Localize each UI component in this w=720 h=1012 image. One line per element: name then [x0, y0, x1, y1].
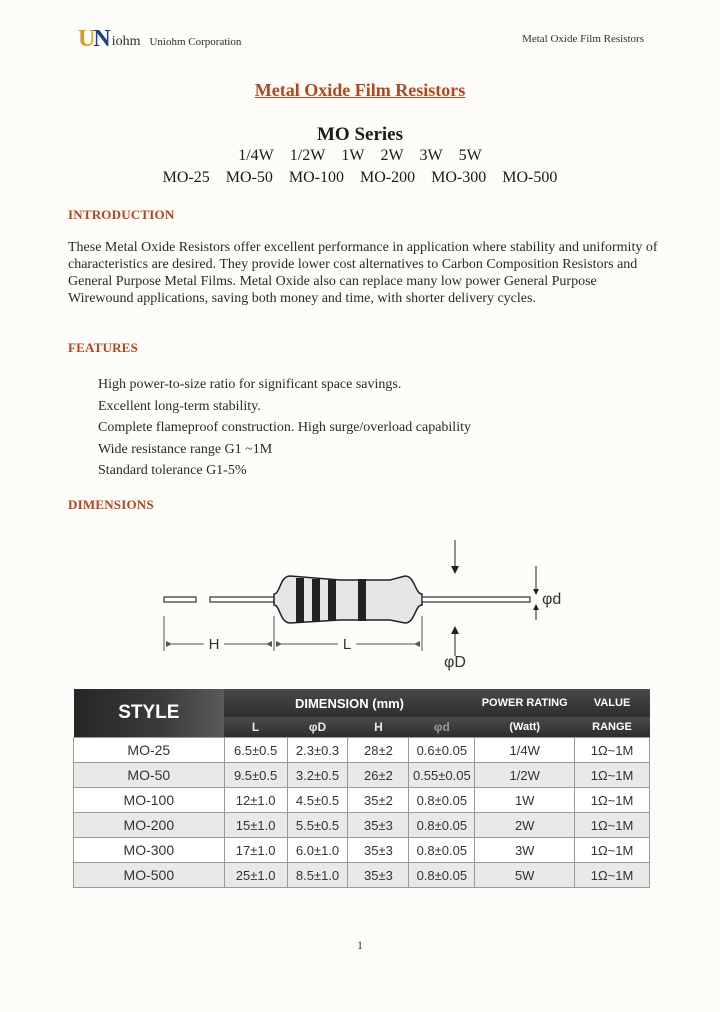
header-value-range: RANGE — [575, 717, 650, 738]
model-list — [0, 169, 720, 187]
cell-power: 1W — [475, 788, 575, 813]
company-logo — [78, 26, 241, 50]
model-item: MO-500 — [502, 169, 558, 186]
cell-d: 8.5±1.0 — [287, 863, 348, 888]
logo-text: iohm — [111, 34, 141, 49]
cell-range: 1Ω~1M — [575, 738, 650, 763]
wattage-item: 3W — [419, 147, 443, 164]
label-l: L — [342, 636, 352, 653]
cell-l: 17±1.0 — [224, 838, 287, 863]
introduction-heading: INTRODUCTION — [68, 207, 175, 222]
table-row — [74, 863, 650, 888]
cell-power: 3W — [475, 838, 575, 863]
feature-item: Standard tolerance G1-5% — [98, 463, 247, 478]
cell-d: 3.2±0.5 — [287, 763, 348, 788]
cell-lead-d: 0.8±0.05 — [409, 863, 475, 888]
model-item: MO-50 — [225, 169, 273, 186]
cell-power: 5W — [475, 863, 575, 888]
cell-h: 28±2 — [348, 738, 409, 763]
lead-left-stub — [164, 597, 196, 602]
cell-style: MO-200 — [74, 813, 225, 838]
cell-h: 35±3 — [348, 838, 409, 863]
cell-range: 1Ω~1M — [575, 788, 650, 813]
cell-lead-d: 0.55±0.05 — [409, 763, 475, 788]
table-row — [74, 813, 650, 838]
cell-power: 2W — [475, 813, 575, 838]
cell-h: 35±2 — [348, 788, 409, 813]
color-band — [312, 579, 320, 621]
table-row — [74, 788, 650, 813]
features-heading: FEATURES — [68, 340, 138, 355]
table-row — [74, 738, 650, 763]
wattage-item: 2W — [380, 147, 404, 164]
cell-l: 9.5±0.5 — [224, 763, 287, 788]
cell-d: 5.5±0.5 — [287, 813, 348, 838]
wattage-item: 5W — [458, 147, 482, 164]
header-style: STYLE — [74, 689, 225, 738]
series-title: MO Series — [316, 124, 403, 145]
cell-l: 25±1.0 — [224, 863, 287, 888]
cell-l: 15±1.0 — [224, 813, 287, 838]
cell-power: 1/4W — [475, 738, 575, 763]
label-lead-diameter: φd — [542, 591, 562, 608]
cell-d: 2.3±0.3 — [287, 738, 348, 763]
cell-lead-d: 0.6±0.05 — [409, 738, 475, 763]
header-value: VALUE — [575, 689, 650, 717]
cell-range: 1Ω~1M — [575, 813, 650, 838]
cell-style: MO-25 — [74, 738, 225, 763]
cell-d: 6.0±1.0 — [287, 838, 348, 863]
cell-style: MO-100 — [74, 788, 225, 813]
introduction-text: These Metal Oxide Resistors offer excellent performance in application where stability and uniformity of characteristics are desired. They provide lower cost alternatives to Carbon Composition Resistors and General Purpose Metal Films. Metal Oxide also can replace many low power General Purpose Wirewound applications, saving both money and time, with shorter delivery cycles. — [68, 240, 658, 306]
label-body-diameter: φD — [444, 654, 466, 671]
features-list — [98, 374, 471, 482]
wattage-item: 1W — [341, 147, 365, 164]
table-row — [74, 763, 650, 788]
cell-style: MO-500 — [74, 863, 225, 888]
cell-range: 1Ω~1M — [575, 863, 650, 888]
feature-item: Wide resistance range G1 ~1M — [98, 441, 273, 457]
cell-h: 35±3 — [348, 813, 409, 838]
company-name: Uniohm Corporation — [149, 36, 242, 48]
feature-item: High power-to-size ratio for significant space savings. — [98, 377, 402, 392]
logo-letter-u: U — [78, 26, 96, 52]
lead-right — [422, 597, 530, 602]
color-band — [296, 578, 304, 622]
cell-d: 4.5±0.5 — [287, 788, 348, 813]
wattage-item: 1/4W — [238, 147, 274, 164]
header-doc-title: Metal Oxide Film Resistors — [522, 33, 644, 45]
cell-h: 35±3 — [348, 863, 409, 888]
header-power: POWER RATING — [475, 689, 575, 717]
header-body-diameter: φD — [287, 717, 348, 738]
page-number: 1 — [357, 938, 363, 952]
cell-range: 1Ω~1M — [575, 763, 650, 788]
color-band — [358, 579, 366, 621]
cell-l: 12±1.0 — [224, 788, 287, 813]
feature-item: Complete flameproof construction. High surge/overload capability — [98, 420, 471, 435]
cell-style: MO-50 — [74, 763, 225, 788]
model-item: MO-100 — [288, 169, 344, 186]
cell-lead-d: 0.8±0.05 — [409, 788, 475, 813]
dimensions-heading: DIMENSIONS — [68, 497, 154, 512]
cell-style: MO-300 — [74, 838, 225, 863]
lead-left — [210, 597, 274, 602]
table-row — [74, 838, 650, 863]
feature-item: Excellent long-term stability. — [98, 398, 261, 414]
page-title: Metal Oxide Film Resistors — [254, 80, 466, 100]
spec-table — [73, 689, 650, 888]
wattage-list — [0, 147, 720, 165]
cell-power: 1/2W — [475, 763, 575, 788]
color-band — [328, 579, 336, 621]
wattage-item: 1/2W — [289, 147, 326, 164]
model-item: MO-300 — [431, 169, 487, 186]
cell-lead-d: 0.8±0.05 — [409, 813, 475, 838]
model-item: MO-200 — [360, 169, 416, 186]
header-l: L — [224, 717, 287, 738]
cell-l: 6.5±0.5 — [224, 738, 287, 763]
label-h: H — [208, 636, 220, 653]
model-item: MO-25 — [162, 169, 210, 186]
cell-range: 1Ω~1M — [575, 838, 650, 863]
logo-letter-n: N — [93, 26, 111, 52]
header-dimension: DIMENSION (mm) — [224, 689, 475, 717]
cell-lead-d: 0.8±0.05 — [409, 838, 475, 863]
header-h: H — [348, 717, 409, 738]
resistor-diagram — [150, 536, 590, 676]
header-lead-diameter: φd — [409, 717, 475, 738]
cell-h: 26±2 — [348, 763, 409, 788]
header-power-unit: (Watt) — [475, 717, 575, 738]
